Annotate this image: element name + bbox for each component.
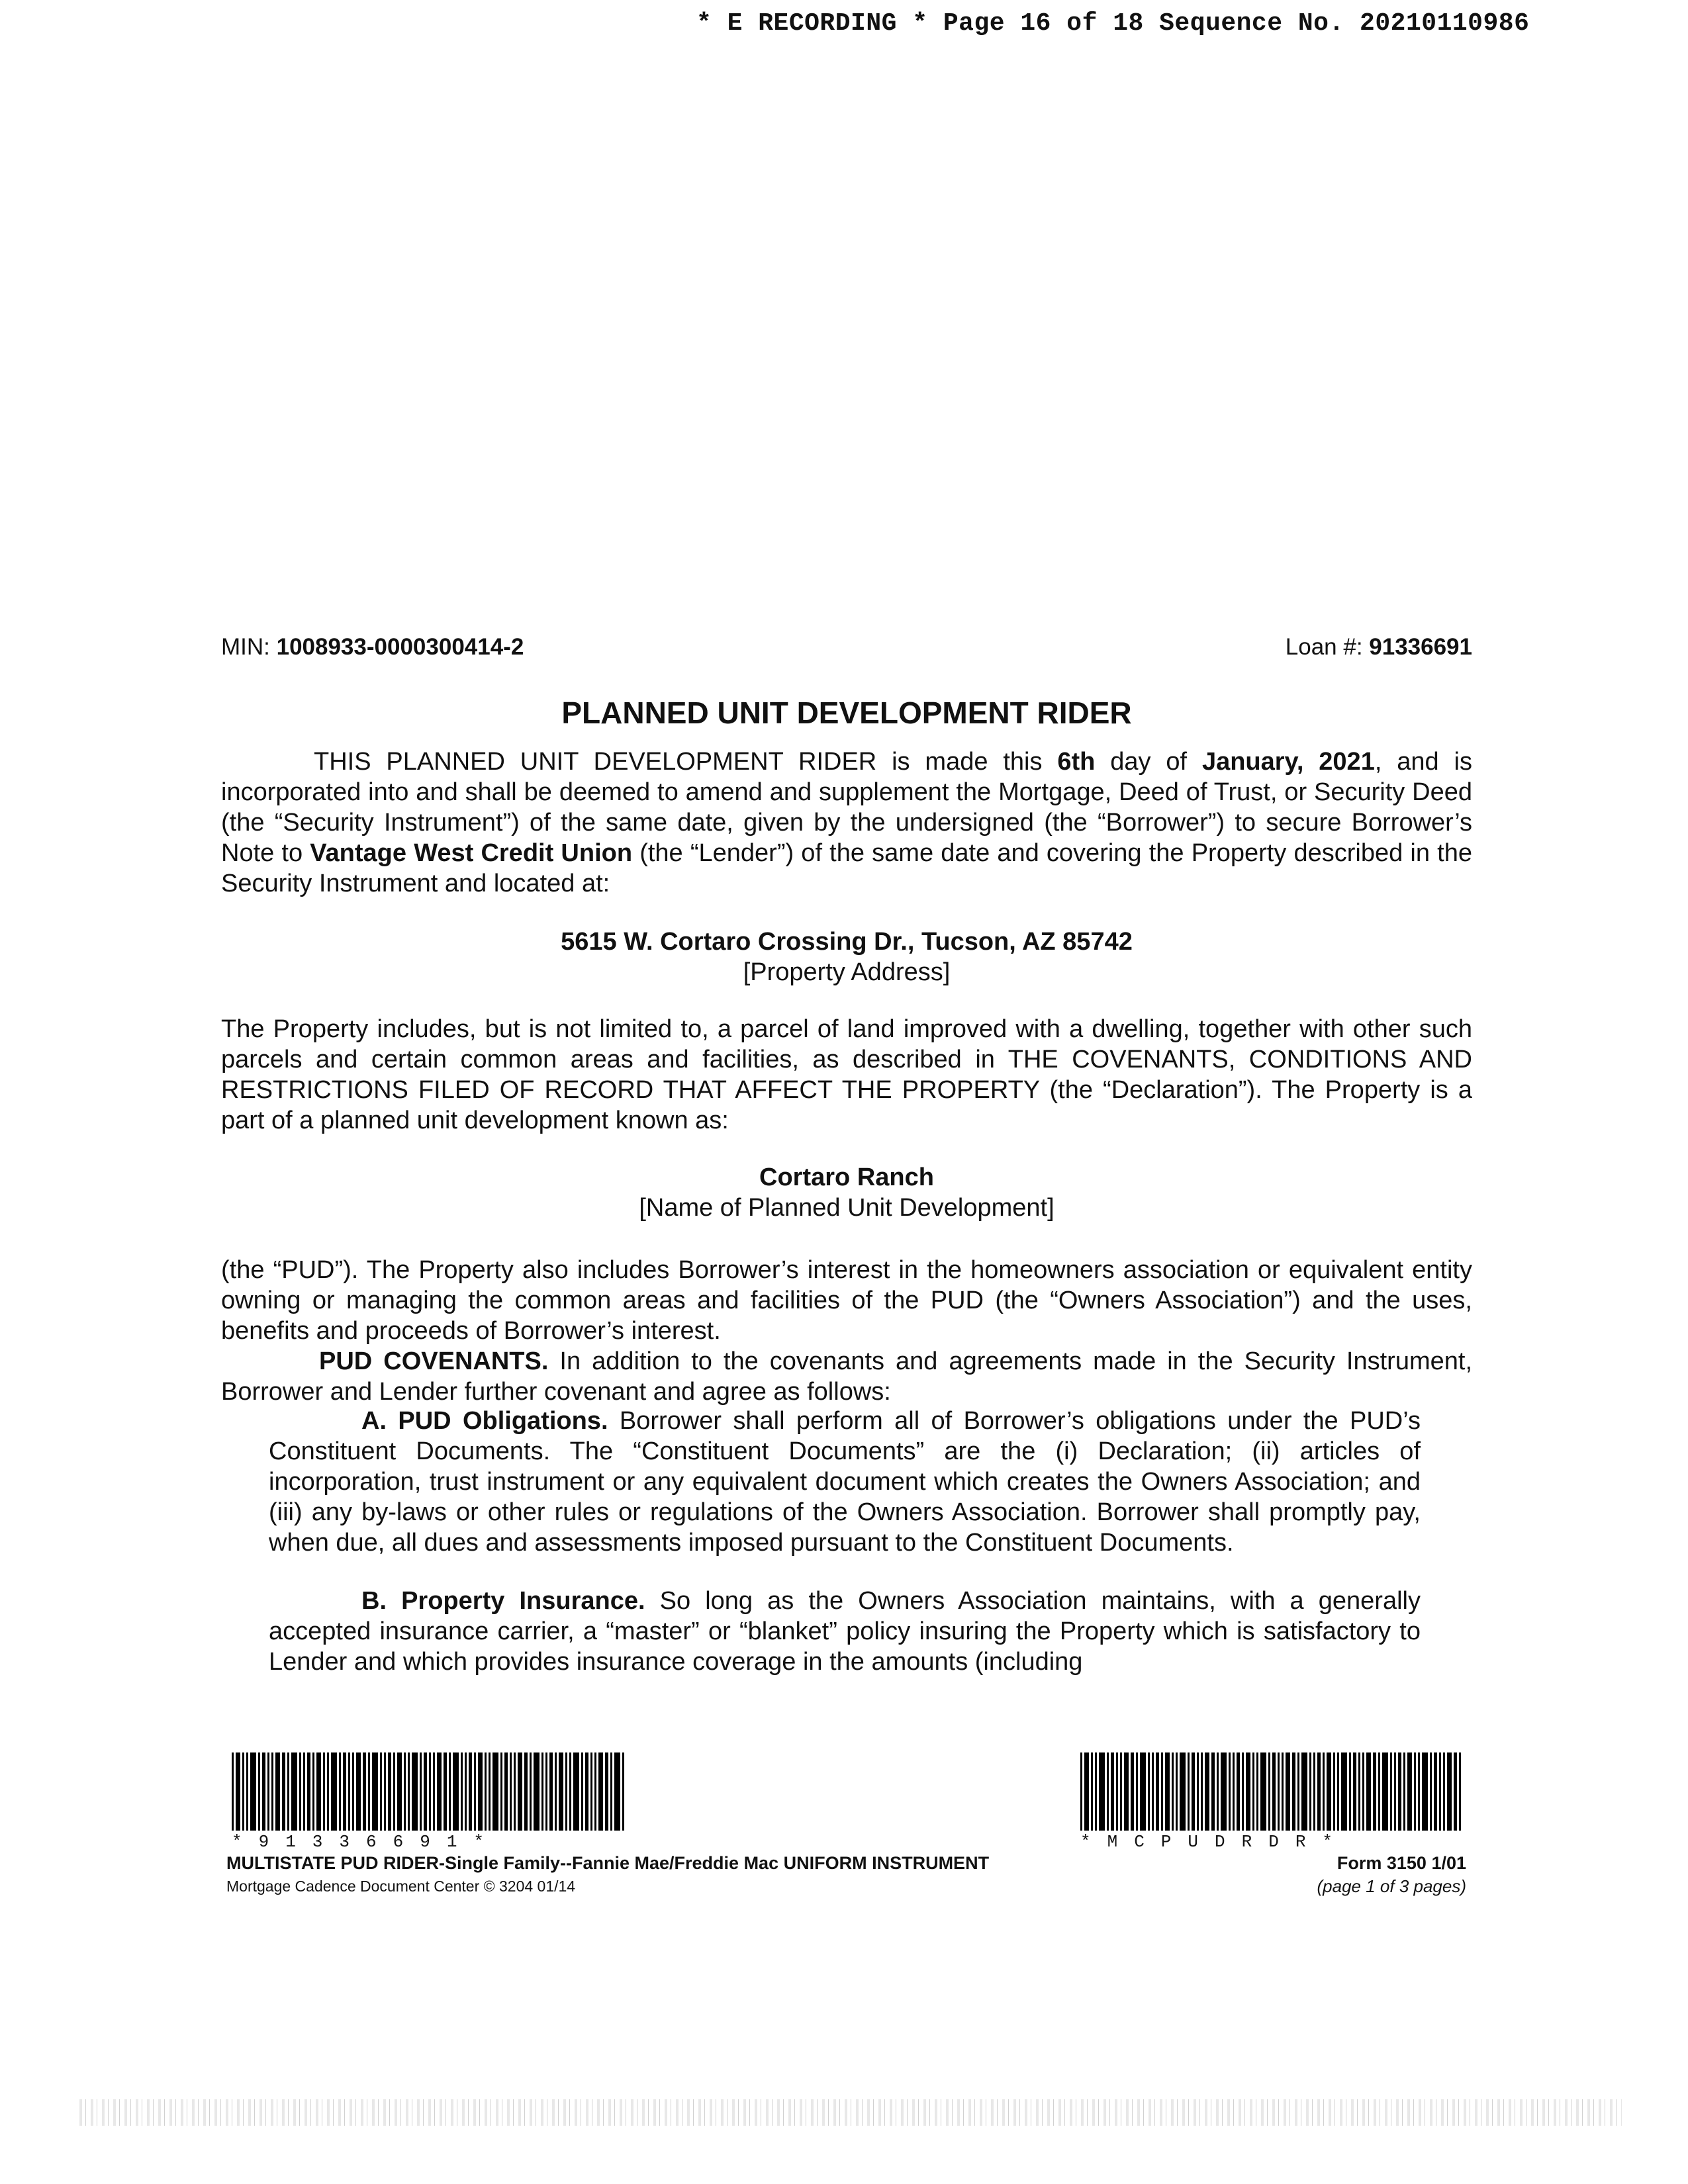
barcode-bar [1366,1752,1371,1831]
loan-barcode-bars [232,1752,626,1831]
barcode-bar [530,1752,532,1831]
barcode-bar [424,1752,427,1831]
barcode-bar [541,1752,543,1831]
barcode-bar [1278,1752,1280,1831]
scan-artifact-strip [79,2099,1622,2126]
document-center: Mortgage Cadence Document Center © 3204 01/14 [226,1878,576,1895]
barcode-bar [1447,1752,1452,1831]
barcode-bar [1358,1752,1360,1831]
barcode-bar [1403,1752,1405,1831]
barcode-bar [356,1752,361,1831]
barcode-bar [343,1752,346,1831]
barcode-bar [236,1752,240,1831]
barcode-bar [1180,1752,1186,1831]
barcode-bar [250,1752,256,1831]
barcode-bar [1414,1752,1416,1831]
footer-form-info [226,1853,989,1895]
barcode-bar [1252,1752,1254,1831]
barcode-bar [1398,1752,1401,1831]
barcode-bar [590,1752,592,1831]
barcode-bar [262,1752,265,1831]
barcode-bar [348,1752,350,1831]
barcode-bar [581,1752,583,1831]
barcode-bar [524,1752,528,1831]
barcode-bar [610,1752,612,1831]
barcode-bar [1091,1752,1093,1831]
barcode-bar [393,1752,395,1831]
barcode-bar [404,1752,406,1831]
section-a-text: Borrower shall perform all of Borrower’s obligations under the PUD’s Constituent Documents. The “Constituent Documents” are the (i) Declaration; (ii) articles of incorporation, trust instrument or any equivalent document which creates the Owners Association; and (iii) any by-laws or other rules or regulations of the Owners Association. Borrower shall promptly pay, when due, all dues and assessments imposed pursuant to the Constituent Documents. [269,1407,1421,1557]
page-number: (page 1 of 3 pages) [1317,1876,1466,1896]
barcode-bar [1211,1752,1215,1831]
loan-value: 91336691 [1369,634,1472,660]
barcode-bar [1341,1752,1347,1831]
barcode-bar [1378,1752,1380,1831]
intro-text-2: day of [1095,748,1202,776]
property-address-block [221,927,1472,987]
barcode-bar [1390,1752,1392,1831]
barcode-bar [489,1752,491,1831]
barcode-bar [258,1752,260,1831]
pud-covenants-paragraph [221,1346,1472,1407]
barcode-bar [380,1752,382,1831]
barcode-bar [1217,1752,1219,1831]
barcode-bar [1422,1752,1428,1831]
pud-covenants-text: In addition to the covenants and agreements made in the Security Instrument, Borrower and Lender further covenant and agree as follows: [221,1347,1473,1406]
section-a-heading: A. PUD Obligations. [361,1407,608,1435]
barcode-bar [1233,1752,1235,1831]
barcode-bar [1418,1752,1420,1831]
barcode-bar [327,1752,329,1831]
barcode-bar [1152,1752,1154,1831]
barcode-bar [339,1752,341,1831]
barcode-bar [307,1752,310,1831]
property-paragraph: The Property includes, but is not limited to, a parcel of land improved with a dwelling, together with other such parcels and certain common areas and facilities, as described in THE COVENANTS, CONDITIONS AND RESTRICTIONS FILED OF RECORD THAT AFFECT THE PROPERTY (the “Declaration”). The Property is a part of a planned unit development known as: [221,1015,1472,1134]
barcode-bar [1188,1752,1190,1831]
barcode-bar [1439,1752,1441,1831]
pud-name: Cortaro Ranch [759,1163,934,1191]
barcode-bar [504,1752,508,1831]
barcode-bar [1095,1752,1097,1831]
barcode-bar [565,1752,567,1831]
barcode-bar [569,1752,571,1831]
pud-paragraph: (the “PUD”). The Property also includes Borrower’s interest in the homeowners association or equivalent entity owning or managing the common areas and facilities of the PUD (the “Owners Association”) and the uses, benefits and proceeds of Borrower’s interest. [221,1256,1472,1345]
barcode-bar [518,1752,522,1831]
barcode-bar [1161,1752,1163,1831]
barcode-bar [267,1752,269,1831]
barcode-bar [555,1752,557,1831]
pud-covenants-heading: PUD COVENANTS. [319,1347,549,1375]
form-number: Form 3150 1/01 [1336,1853,1466,1873]
barcode-bar [1309,1752,1311,1831]
barcode-bar [444,1752,447,1831]
barcode-bar [1205,1752,1209,1831]
barcode-bar [514,1752,516,1831]
barcode-bar [1327,1752,1331,1831]
barcode-bar [287,1752,289,1831]
barcode-bar [453,1752,459,1831]
barcode-bar [605,1752,608,1831]
barcode-bar [545,1752,547,1831]
barcode-bar [388,1752,391,1831]
barcode-bar [614,1752,620,1831]
barcode-bar [372,1752,378,1831]
barcode-bar [1282,1752,1284,1831]
document-title: PLANNED UNIT DEVELOPMENT RIDER [561,696,1132,730]
barcode-bar [1459,1752,1461,1831]
min-value: 1008933-0000300414-2 [276,634,524,660]
barcode-bar [1201,1752,1203,1831]
barcode-bar [559,1752,563,1831]
barcode-bar [1221,1752,1227,1831]
barcode-bar [1246,1752,1250,1831]
barcode-bar [282,1752,285,1831]
form-barcode-text: *MCPUDRDR* [1080,1832,1350,1852]
barcode-bar [1317,1752,1321,1831]
barcode-bar [1297,1752,1299,1831]
barcode-bar [461,1752,463,1831]
loan-barcode-text: *91336691* [232,1832,501,1852]
intro-text-4: (the “Lender”) of the same date and covering the Property described in the Security Instrument and located at: [221,839,1472,897]
barcode-bar [449,1752,451,1831]
barcode-bar [412,1752,418,1831]
barcode-bar [492,1752,498,1831]
intro-paragraph [221,747,1472,899]
barcode-bar [549,1752,553,1831]
barcode-bar [433,1752,435,1831]
form-barcode [1080,1752,1463,1852]
barcode-bar [275,1752,280,1831]
section-b-heading: B. Property Insurance. [361,1587,645,1615]
barcode-bar [1373,1752,1376,1831]
barcode-bar [1394,1752,1396,1831]
barcode-bar [1176,1752,1178,1831]
barcode-bar [1286,1752,1290,1831]
barcode-bar [1229,1752,1231,1831]
barcode-bar [1192,1752,1195,1831]
section-a-pud-obligations [269,1406,1421,1558]
barcode-bar [1197,1752,1199,1831]
barcode-bar [1301,1752,1307,1831]
barcode-bar [1237,1752,1240,1831]
barcode-bar [1260,1752,1266,1831]
barcode-bar [1434,1752,1437,1831]
barcode-bar [437,1752,442,1831]
barcode-bar [291,1752,297,1831]
loan-barcode [232,1752,626,1852]
loan-number [1286,634,1472,660]
barcode-bar [1084,1752,1089,1831]
barcode-bar [1156,1752,1159,1831]
barcode-bar [1136,1752,1138,1831]
barcode-bar [1349,1752,1351,1831]
barcode-bar [331,1752,337,1831]
section-b-property-insurance [269,1586,1421,1677]
barcode-bar [312,1752,314,1831]
barcode-bar [1353,1752,1356,1831]
barcode-bar [246,1752,248,1831]
loan-label: Loan #: [1285,634,1370,660]
barcode-bar [420,1752,422,1831]
form-barcode-bars [1080,1752,1463,1831]
barcode-bar [1116,1752,1118,1831]
barcode-bar [1333,1752,1335,1831]
barcode-bar [585,1752,588,1831]
barcode-bar [352,1752,354,1831]
section-b-text: So long as the Owners Association maintains, with a generally accepted insurance carrier, a “master” or “blanket” policy insuring the Property which is satisfactory to Lender and which provides insurance coverage in the amounts (including [269,1587,1421,1676]
rider-date: January, 2021 [1201,748,1375,776]
barcode-bar [1172,1752,1174,1831]
barcode-bar [1313,1752,1315,1831]
barcode-bar [474,1752,476,1831]
barcode-bar [465,1752,467,1831]
barcode-bar [271,1752,273,1831]
property-address-caption: [Property Address] [743,958,951,986]
barcode-bar [1120,1752,1122,1831]
barcode-bar [478,1752,483,1831]
lender-name: Vantage West Credit Union [310,839,633,867]
barcode-bar [1242,1752,1244,1831]
barcode-bar [1256,1752,1258,1831]
barcode-bar [299,1752,301,1831]
barcode-bar [1080,1752,1082,1831]
barcode-bar [429,1752,431,1831]
intro-text-1: THIS PLANNED UNIT DEVELOPMENT RIDER is made this [314,748,1058,776]
barcode-bar [323,1752,325,1831]
recording-stamp: * E RECORDING * Page 16 of 18 Sequence No. 20210110986 [696,9,1530,38]
barcode-bar [1382,1752,1388,1831]
barcode-bar [303,1752,305,1831]
barcode-bar [1099,1752,1105,1831]
property-address: 5615 W. Cortaro Crossing Dr., Tucson, AZ 85742 [561,928,1133,956]
barcode-bar [1111,1752,1114,1831]
loan-identifiers [221,634,1472,660]
intro-text-3: , and is incorporated into and shall be deemed to amend and supplement the Mortgage, Deed of Trust, or Security Deed (the “Security Instrument”) of the same date, given by the undersigned (the “Borrower”) to secure Borrower’s Note to [221,748,1472,867]
pud-name-block [221,1162,1472,1223]
barcode-bar [384,1752,386,1831]
barcode-bar [1148,1752,1150,1831]
form-title: MULTISTATE PUD RIDER-Single Family--Fannie Mae/Freddie Mac UNIFORM INSTRUMENT [226,1853,990,1873]
barcode-bar [1323,1752,1325,1831]
barcode-bar [1362,1752,1364,1831]
barcode-bar [242,1752,244,1831]
barcode-bar [534,1752,539,1831]
footer-page-info [1317,1853,1467,1897]
barcode-bar [594,1752,596,1831]
barcode-bar [1124,1752,1129,1831]
barcode-bar [1292,1752,1295,1831]
barcode-bar [1140,1752,1146,1831]
barcode-bar [500,1752,502,1831]
barcode-bar [368,1752,370,1831]
rider-day: 6th [1057,748,1096,776]
barcode-bar [408,1752,410,1831]
barcode-bar [1454,1752,1457,1831]
barcode-bar [1272,1752,1276,1831]
barcode-bar [485,1752,487,1831]
barcode-bar [598,1752,603,1831]
pud-name-caption: [Name of Planned Unit Development] [639,1194,1055,1222]
barcode-bar [1430,1752,1432,1831]
barcode-bar [510,1752,512,1831]
barcode-bar [573,1752,579,1831]
barcode-bar [397,1752,402,1831]
barcode-bar [622,1752,624,1831]
barcode-bar [1107,1752,1109,1831]
barcode-bar [232,1752,234,1831]
barcode-bar [469,1752,472,1831]
min-label: MIN: [221,634,277,660]
barcode-bar [1337,1752,1339,1831]
barcode-bar [1268,1752,1270,1831]
barcode-bar [363,1752,366,1831]
barcode-bar [1131,1752,1134,1831]
barcode-bar [1443,1752,1445,1831]
barcode-bar [1165,1752,1170,1831]
barcode-bar [316,1752,321,1831]
barcode-bar [1407,1752,1412,1831]
